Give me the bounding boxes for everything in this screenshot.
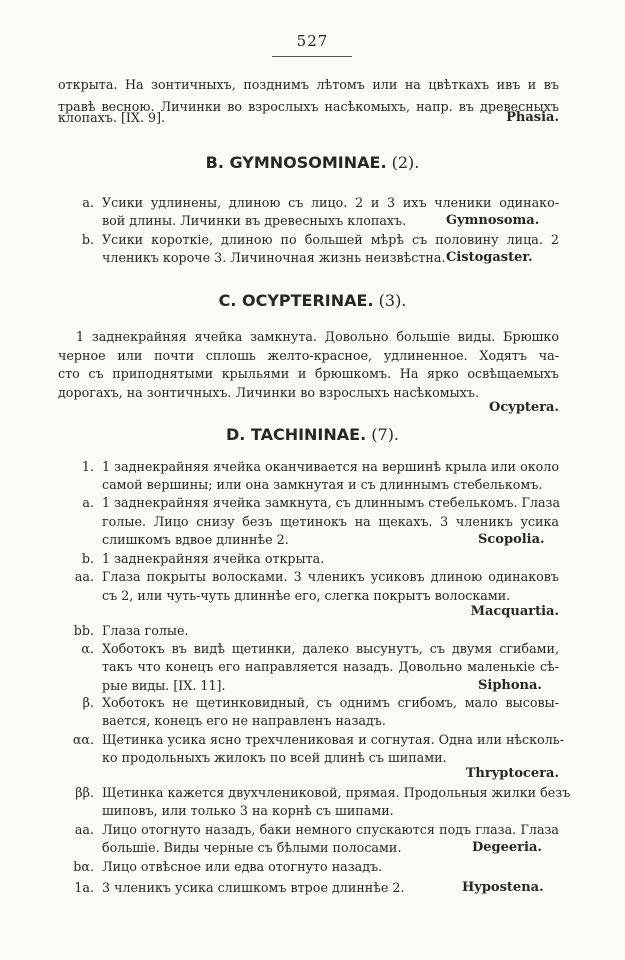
key-d-aa2-line-2: большіе. Виды черные съ бѣлыми полосами.	[102, 840, 402, 855]
key-d-alpha-line-1: Хоботокъ въ видѣ щетинки, далеко высунутъ, съ двумя сгибами,	[102, 641, 559, 656]
key-d-alpha-line-3: рые виды. [IX. 11].	[102, 678, 226, 693]
key-b-b-line-2: членикъ короче 3. Личиночная жизнь неизвѣстна.	[102, 250, 446, 265]
key-d-beta-line-2: вается, конецъ его не направленъ назадъ.	[102, 713, 386, 728]
key-label-b: b.	[81, 232, 94, 247]
key-label-b: b.	[81, 551, 94, 566]
genus-gymnosoma: Gymnosoma.	[446, 213, 540, 228]
key-b-a-line-1: Усики удлинены, длиною съ лицо. 2 и 3 ихъ членики одинако-	[102, 195, 559, 210]
genus-phasia: Phasia.	[506, 110, 559, 125]
key-label-beta-beta: ββ.	[75, 785, 94, 800]
section-d-title: D. TACHININAE.	[225, 425, 367, 444]
genus-ocyptera: Ocyptera.	[489, 400, 559, 415]
section-c-line-1: 1 заднекрайняя ячейка замкнута. Довольно большіе виды. Брюшко	[76, 329, 559, 344]
key-label-alpha-alpha: αα.	[72, 732, 94, 747]
section-b-heading	[0, 152, 625, 174]
key-d-aa2-line-1: Лицо отогнуто назадъ, баки немного спускаются подъ глаза. Глаза	[102, 822, 559, 837]
key-label-aa: aa.	[74, 569, 94, 584]
key-d-1a-line-1: 3 членикъ усика слишкомъ втрое длиннѣе 2.	[102, 880, 405, 895]
key-d-a-line-3: слишкомъ вдвое длиннѣе 2.	[102, 532, 289, 547]
key-d-beta-line-1: Хоботокъ не щетинковидный, съ однимъ сгибомъ, мало высовы-	[102, 695, 559, 710]
key-d-a-line-2: голые. Лицо снизу безъ щетинокъ на щекахъ. 3 членикъ усика	[102, 514, 559, 529]
intro-line-3: клопахъ. [IX. 9].	[58, 110, 166, 125]
key-label-1a: 1a.	[74, 880, 94, 895]
key-d-alpha-alpha-line-1: Щетинка усика ясно трехчлениковая и согнутая. Одна или нѣсколь-	[102, 732, 564, 747]
section-c-heading	[0, 290, 625, 312]
key-d-1-line-2: самой вершины; или она замкнутая и съ длиннымъ стебелькомъ.	[102, 477, 543, 492]
intro-line-2: травѣ весною. Личинки во взрослыхъ насѣкомыхъ, напр. въ древесныхъ	[58, 99, 559, 114]
key-d-beta-beta-line-2: шиповъ, или только 3 на корнѣ съ шипами.	[102, 803, 394, 818]
genus-siphona: Siphona.	[478, 678, 542, 693]
key-d-a-line-1: 1 заднекрайняя ячейка замкнута, съ длиннымъ стебелькомъ. Глаза	[102, 495, 561, 510]
key-d-aa-line-1: Глаза покрыты волосками. 3 членикъ усиковъ длиною одинаковъ	[102, 569, 559, 584]
key-label-alpha: α.	[81, 641, 94, 656]
key-label-bb: bb.	[73, 623, 94, 638]
genus-scopolia: Scopolia.	[478, 532, 545, 547]
key-label-beta: β.	[82, 695, 94, 710]
genus-hypostena: Hypostena.	[462, 880, 544, 895]
genus-degeeria: Degeeria.	[472, 840, 542, 855]
key-d-beta-beta-line-1: Щетинка кажется двухчлениковой, прямая. Продольныя жилки безъ	[102, 785, 571, 800]
key-d-b-alpha-line-1: Лицо отвѣсное или едва отогнуто назадъ.	[102, 859, 383, 874]
section-b-count: (2).	[391, 153, 420, 172]
genus-cistogaster: Cistogaster.	[446, 250, 533, 265]
section-d-heading	[0, 424, 625, 446]
intro-line-1: открыта. На зонтичныхъ, позднимъ лѣтомъ или на цвѣткахъ ивъ и въ	[58, 77, 559, 92]
section-c-title: C. OCYPTERINAE.	[218, 291, 374, 310]
key-d-1-line-1: 1 заднекрайняя ячейка оканчивается на вершинѣ крыла или около	[102, 459, 559, 474]
genus-thryptocera: Thryptocera.	[465, 766, 559, 781]
key-b-a-line-2: вой длины. Личинки въ древесныхъ клопахъ.	[102, 213, 407, 228]
page-number: 527	[296, 32, 329, 50]
key-d-aa-line-2: съ 2, или чуть-чуть длиннѣе его, слегка покрытъ волосками.	[102, 588, 511, 603]
genus-macquartia: Macquartia.	[470, 604, 559, 619]
key-label-b-alpha: bα.	[73, 859, 94, 874]
section-c-count: (3).	[378, 291, 407, 310]
page-number-rule	[272, 56, 352, 57]
section-d-count: (7).	[371, 425, 400, 444]
key-label-a: a.	[82, 195, 94, 210]
key-d-alpha-alpha-line-2: ко продольныхъ жилокъ по всей длинѣ съ шипами.	[102, 750, 447, 765]
key-label-aa-2: aa.	[74, 822, 94, 837]
key-d-alpha-line-2: такъ что конецъ его направляется назадъ. Довольно маленькіе сѣ-	[102, 659, 559, 674]
key-d-b-line-1: 1 заднекрайняя ячейка открыта.	[102, 551, 325, 566]
section-c-line-3: сто съ приподнятыми крыльями и брюшкомъ. На ярко освѣщаемыхъ	[58, 366, 559, 381]
key-label-a: a.	[82, 495, 94, 510]
section-b-title: B. GYMNOSOMINAE.	[205, 153, 387, 172]
key-b-b-line-1: Усики короткіе, длиною по большей мѣрѣ съ половину лица. 2	[102, 232, 559, 247]
key-label-1: 1.	[81, 459, 94, 474]
section-c-line-2: черное или почти сплошь желто-красное, удлиненное. Ходятъ ча-	[58, 348, 559, 363]
section-c-line-4: дорогахъ, на зонтичныхъ. Личинки во взрослыхъ насѣкомыхъ.	[58, 385, 479, 400]
key-d-bb-line-1: Глаза голые.	[102, 623, 189, 638]
